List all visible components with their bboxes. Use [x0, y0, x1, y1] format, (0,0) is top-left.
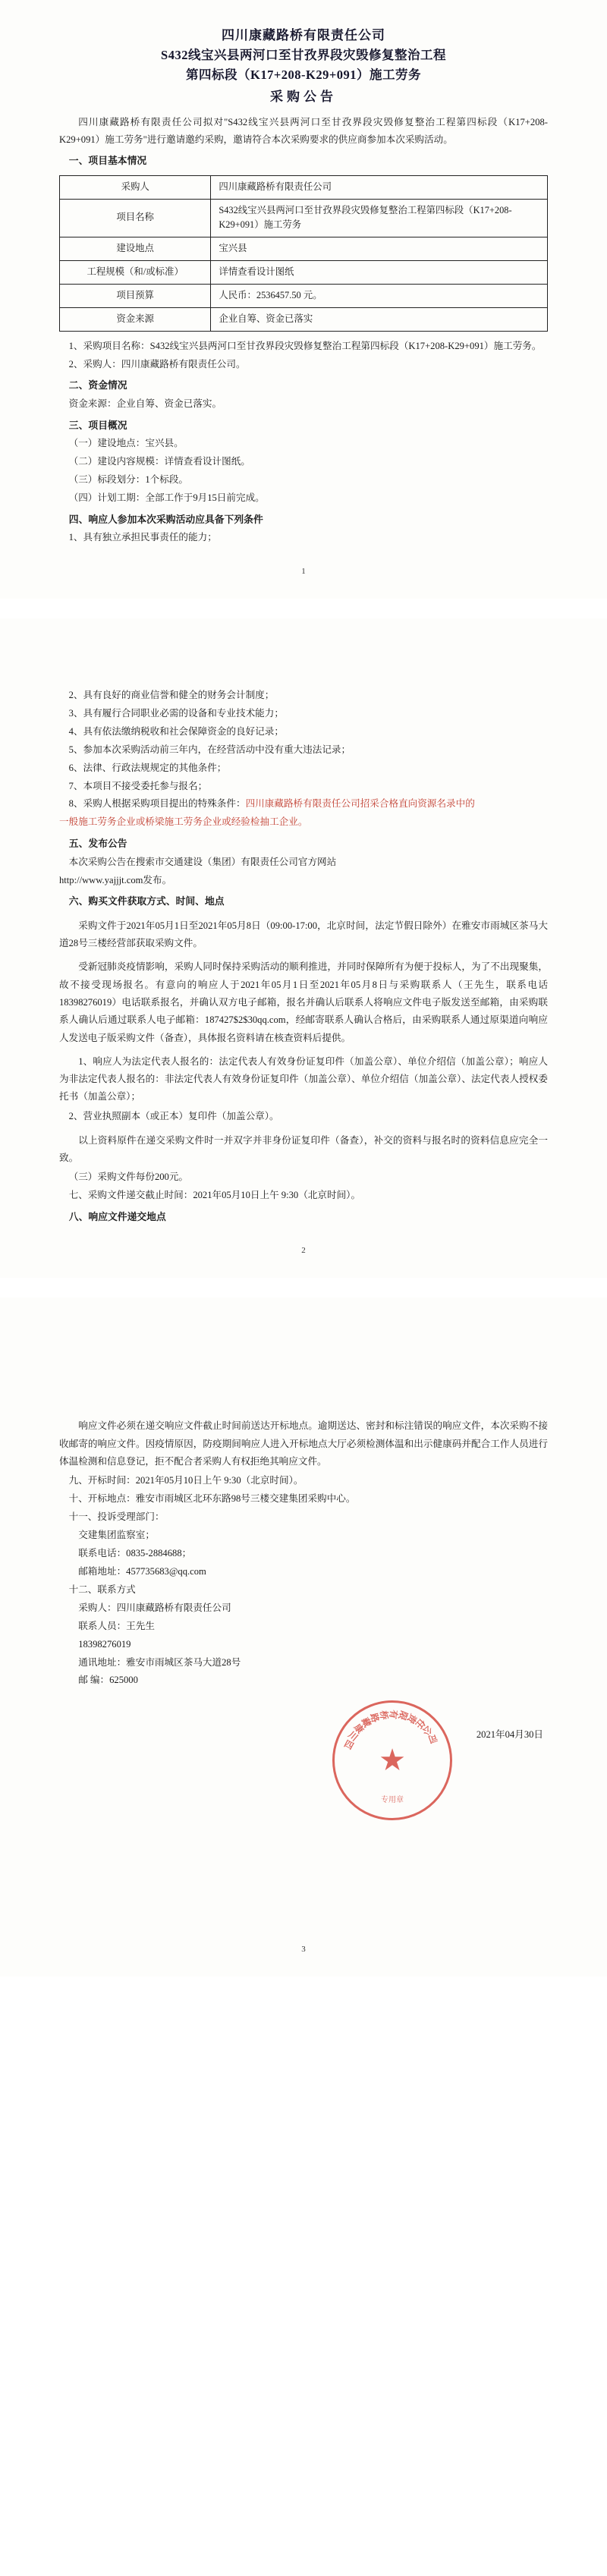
table-row — [60, 199, 548, 237]
table-row — [60, 307, 548, 331]
table-value: 人民币：2536457.50 元。 — [211, 284, 548, 307]
table-label: 项目预算 — [60, 284, 211, 307]
page-3-top-margin — [59, 1320, 548, 1411]
page-3-item-8: 采购人：四川康藏路桥有限责任公司 — [78, 1602, 231, 1613]
page-2-top-margin — [59, 641, 548, 687]
section-1-item-1: 1、采购项目名称：S432线宝兴县两河口至甘孜界段灾毁修复整治工程第四标段（K17+208-K29+091）施工劳务。 — [68, 340, 542, 351]
section-6-paragraph-1: 采购文件于2021年05月1日至2021年05月8日（09:00-17:00，北京时间，法定节假日除外）在雅安市雨城区茶马大道28号三楼经营部获取采购文件。 — [59, 920, 548, 949]
table-value: 四川康藏路桥有限责任公司 — [211, 175, 548, 199]
document-page-3 — [0, 1297, 607, 1977]
page-3-item-4: 交建集团监察室； — [78, 1530, 155, 1541]
document-page-1 — [0, 0, 607, 599]
page-3-bottom-margin — [59, 1834, 548, 1925]
table-label: 项目名称 — [60, 199, 211, 237]
page-3-item-7: 十二、联系方式 — [68, 1584, 136, 1595]
page-number-2: 2 — [301, 1246, 306, 1256]
page-separator — [0, 1278, 607, 1297]
seal-arc-text: 四 川 康 藏 路 桥 有 限 责 任 公 司 — [342, 1709, 439, 1753]
section-4-item-8-pre: 8、采购人根据采购项目提出的特殊条件： — [68, 798, 246, 810]
section-3-item-3: （三）标段划分：1个标段。 — [68, 473, 189, 485]
page-3-item-1: 九、开标时间：2021年05月10日上午 9:30（北京时间）。 — [68, 1475, 304, 1486]
section-7-item-2: 2、营业执照副本（或正本）复印件（加盖公章）。 — [68, 1110, 279, 1121]
table-value: 企业自筹、资金已落实 — [211, 307, 548, 331]
table-value: S432线宝兴县两河口至甘孜界段灾毁修复整治工程第四标段（K17+208-K29+091）施工劳务 — [211, 199, 548, 237]
section-8-heading: 八、响应文件递交地点 — [68, 1212, 166, 1223]
page-3-item-12: 邮 编：625000 — [78, 1675, 138, 1686]
table-label: 建设地点 — [60, 237, 211, 261]
section-title: 第四标段（K17+208-K29+091）施工劳务 — [186, 67, 421, 82]
section-4-item-3: 3、具有履行合同职业必需的设备和专业技术能力； — [68, 707, 284, 719]
page-3-item-11: 通讯地址：雅安市雨城区茶马大道28号 — [78, 1656, 241, 1668]
company-seal-stamp — [332, 1700, 452, 1820]
section-5-url[interactable]: http://www.yajjjt.com发布。 — [59, 874, 172, 885]
table-label: 工程规模（和/或标准） — [60, 261, 211, 285]
page-3-paragraph-1: 响应文件必须在递交响应文件截止时间前送达开标地点。逾期送达、密封和标注错误的响应文件，本次采购不接收邮寄的响应文件。因疫情原因，防疫期间响应人进入开标地点大厅必须检测体温和出示健康码并配合工作人员进行体温检测和信息登记，拒不配合者采购人有权拒绝其响应文件。 — [59, 1420, 548, 1467]
table-value: 宝兴县 — [211, 237, 548, 261]
section-4-heading: 四、响应人参加本次采购活动应具备下列条件 — [68, 514, 263, 525]
section-4-item-1: 1、具有独立承担民事责任的能力； — [68, 532, 217, 543]
section-4-item-8 — [59, 795, 548, 813]
page-number-3: 3 — [301, 1945, 306, 1955]
table-row — [60, 261, 548, 285]
section-1-item-2: 2、采购人：四川康藏路桥有限责任公司。 — [68, 358, 246, 370]
table-row — [60, 237, 548, 261]
issue-date: 2021年04月30日 — [476, 1729, 543, 1741]
doc-type-title: 采购公告 — [270, 90, 337, 105]
project-info-table — [59, 175, 548, 332]
seal-star-icon: ★ — [379, 1743, 406, 1778]
table-value: 详情查看设计图纸 — [211, 261, 548, 285]
section-5-heading: 五、发布公告 — [68, 838, 127, 850]
page-separator — [0, 599, 607, 618]
section-7-item-4: 七、采购文件递交截止时间：2021年05月10日上午 9:30（北京时间）。 — [68, 1190, 361, 1201]
section-4-item-4: 4、具有依法缴纳税收和社会保障资金的良好记录； — [68, 725, 284, 737]
page-3-item-3: 十一、投诉受理部门： — [68, 1511, 165, 1523]
section-7-note: 以上资料原件在递交采购文件时一并双字并非身份证复印件（备查），补交的资料与报名时的资料信息应完全一致。 — [59, 1134, 548, 1163]
section-2-text: 资金来源：企业自筹、资金已落实。 — [68, 398, 222, 409]
section-3-item-4: （四）计划工期：全部工作于9月15日前完成。 — [68, 492, 265, 503]
page-number-1: 1 — [301, 566, 306, 576]
section-4-item-2: 2、具有良好的商业信誉和健全的财务会计制度； — [68, 689, 275, 700]
company-title: 四川康藏路桥有限责任公司 — [222, 28, 385, 42]
section-2-heading: 二、资金情况 — [68, 380, 127, 392]
section-4-item-5: 5、参加本次采购活动前三年内，在经营活动中没有重大违法记录； — [68, 744, 351, 755]
section-7-item-1: 1、响应人为法定代表人报名的：法定代表人有效身份证复印件（加盖公章）、单位介绍信（加盖公章）；响应人为非法定代表人报名的：非法定代表人有效身份证复印件（加盖公章）、单位介绍信（加盖公章）、法定代表人授权委托书（加盖公章）； — [59, 1055, 548, 1102]
table-label: 资金来源 — [60, 307, 211, 331]
section-4-item-8-cont — [59, 813, 548, 832]
intro-paragraph: 四川康藏路桥有限责任公司拟对"S432线宝兴县两河口至甘孜界段灾毁修复整治工程第四标段（K17+208-K29+091）施工劳务"进行邀请邀约采购，邀请符合本次采购要求的供应商参加本次采购活动。 — [59, 116, 548, 146]
section-3-item-1: （一）建设地点：宝兴县。 — [68, 438, 184, 449]
section-5-text: 本次采购公告在搜索市交通建设（集团）有限责任公司官方网站 — [68, 856, 337, 867]
section-4-item-7: 7、本项目不接受委托参与报名； — [68, 780, 208, 791]
page-3-item-5: 联系电话：0835-2884688； — [78, 1548, 192, 1558]
section-3-item-2: （二）建设内容规模：详情查看设计图纸。 — [68, 455, 250, 467]
section-4-item-8-red2: 或经验检抽工企业。 — [222, 816, 308, 828]
table-label: 采购人 — [60, 175, 211, 199]
section-4-item-8-red: 四川康藏路桥有限责任公司招采合格直向资源名录中的 — [245, 798, 475, 810]
signature-area — [59, 1690, 548, 1834]
section-1-heading: 一、项目基本情况 — [68, 156, 147, 167]
page-3-item-2: 十、开标地点：雅安市雨城区北环东路98号三楼交建集团采购中心。 — [68, 1493, 356, 1505]
project-title: S432线宝兴县两河口至甘孜界段灾毁修复整治工程 — [161, 48, 446, 63]
section-4-item-6: 6、法律、行政法规规定的其他条件； — [68, 762, 227, 773]
section-7-item-3: （三）采购文件每份200元。 — [68, 1172, 189, 1183]
table-row — [60, 284, 548, 307]
page-3-item-10: 18398276019 — [78, 1638, 131, 1650]
section-4-item-8-mid: 一般施工劳务企业或桥梁施工劳务企业 — [59, 816, 222, 828]
section-6-heading: 六、购买文件获取方式、时间、地点 — [68, 896, 225, 907]
table-row — [60, 175, 548, 199]
document-page-2 — [0, 618, 607, 1278]
page-3-item-6[interactable]: 邮箱地址：457735683@qq.com — [78, 1565, 206, 1577]
seal-bottom-text: 专用章 — [381, 1796, 404, 1805]
page-3-item-9: 联系人员：王先生 — [78, 1620, 155, 1631]
section-6-paragraph-2: 受新冠肺炎疫情影响，采购人同时保持采购活动的顺利推进，并同时保障所有为便于投标人，为了不出现聚集，故不接受现场报名。有意向的响应人于2021年05月1日至2021年05月8日与采购联系人（王先生，联系电话18398276019）电话联系报名，并确认双方电子邮箱，报名并确认后联系人将响应文件电子版发送至邮箱，由采购联系人确认后通过联系人电子邮箱：187427$2$30qq.com，经邮寄联系人确认合格后，由采购联系人通过原渠道向响应人发送电子版采购文件（备查），具体报名资料请在核查资料后提供。 — [59, 961, 548, 1043]
section-3-heading: 三、项目概况 — [68, 420, 127, 431]
